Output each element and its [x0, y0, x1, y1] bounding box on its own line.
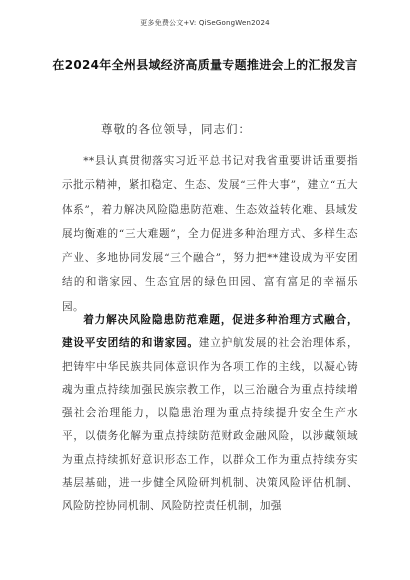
header-note: 更多免费公文+V: QiSeGongWen2024	[140, 19, 270, 27]
body-paragraph	[62, 149, 358, 319]
paragraph-lead-sentence: 着力解决风险隐患防范难题，促进多种治理方式融合，建设平安团结的和谐家园。	[62, 314, 358, 350]
document-title: 在2024年全州县域经济高质量专题推进会上的汇报发言	[52, 58, 358, 72]
paragraph-text: 建立护航发展的社会治理体系，把铸牢中华民族共同体意识作为各项工作的主线，以凝心铸魂为重点持续加强民族宗教工作，以三治融合为重点持续增强社会治理能力，以隐患治理为重点持续提升安全生产水平，以债务化解为重点持续防范财政金融风险，以涉藏领域为重点持续抓好意识形态工作，以群众工作为重点持续夯实基层基础，进一步健全风险研判机制、决策风险评估机制、风险防控协同机制、风险防控责任机制，加强	[62, 337, 358, 513]
salutation: 尊敬的各位领导，同志们：	[101, 122, 251, 136]
paragraph-text: **县认真贯彻落实习近平总书记对我省重要讲话重要指示批示精神，紧扣稳定、生态、发展“三件大事”，建立“五大体系”，着力解决风险隐患防范难、生态效益转化难、县域发展均衡难的“三大难题”，全力促进多种治理方式、多样生态产业、多地协同发展“三个融合”，努力把**建设成为平安团结的和谐家园、生态宜居的绿色田园、富有富足的幸福乐园。	[62, 155, 358, 313]
body-paragraph	[62, 309, 358, 519]
